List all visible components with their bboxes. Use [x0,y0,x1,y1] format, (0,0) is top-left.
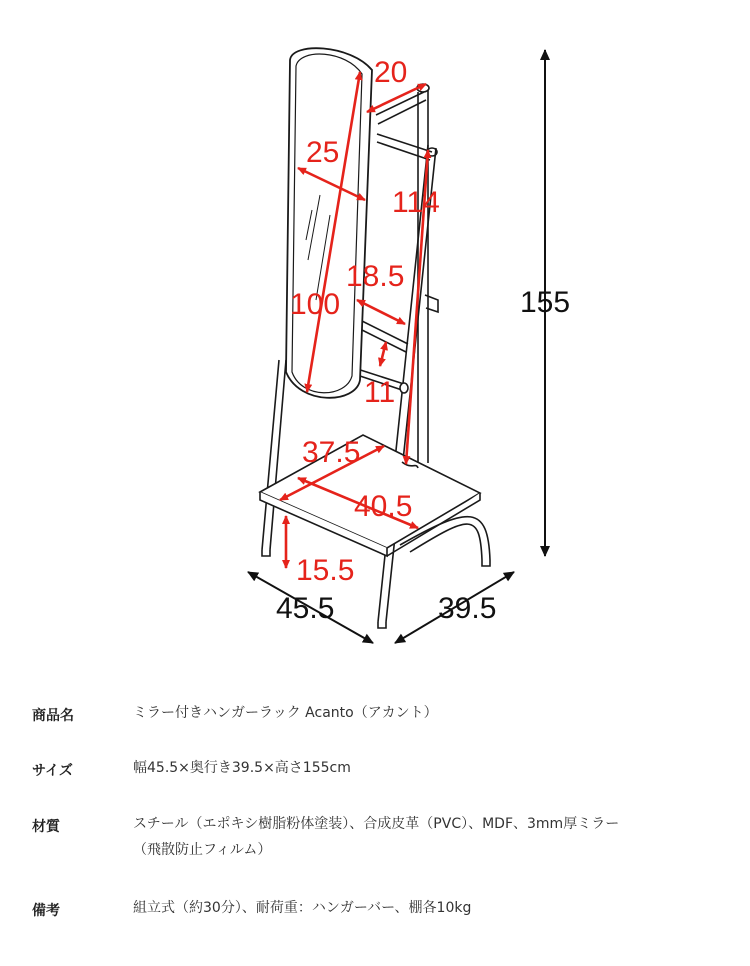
spec-row-notes [0,900,750,960]
rack-illustration [260,48,490,628]
arrow-bar-gap [380,342,386,366]
spec-label: 商品名 [32,708,74,724]
spec-label: 備考 [32,903,60,919]
label-shelf-height: 15.5 [296,554,355,587]
spec-value: ミラー付きハンガーラック Acanto（アカント） [133,705,438,721]
second-hanger-bar [377,134,432,160]
mirror [286,48,372,398]
label-hanger-height: 114 [392,186,440,219]
label-base-width: 45.5 [276,592,335,625]
label-mirror-top: 20 [374,56,408,89]
label-rack-depth: 18.5 [346,260,405,293]
arrow-rack-depth [357,300,405,324]
spec-row-material [0,816,750,876]
spec-value: スチール（エポキシ樹脂粉体塗装）、合成皮革（PVC）、MDF、3mm厚ミラー （飛散防止フィルム） [133,816,620,858]
spec-label: 材質 [32,819,60,835]
label-mirror-width: 25 [306,136,340,169]
label-shelf-depth: 40.5 [354,490,413,523]
label-shelf-width: 37.5 [302,436,361,469]
spec-value: 幅45.5×奥行き39.5×高さ155cm [133,760,351,776]
spec-value: 組立式（約30分）、耐荷重：ハンガーバー、棚各10kg [133,900,472,916]
label-base-depth: 39.5 [438,592,497,625]
spec-label: サイズ [32,763,73,779]
label-bar-gap: 11 [364,376,396,409]
label-total-height: 155 [520,286,571,319]
front-leg-left [262,360,286,550]
label-mirror-height: 100 [290,288,341,321]
